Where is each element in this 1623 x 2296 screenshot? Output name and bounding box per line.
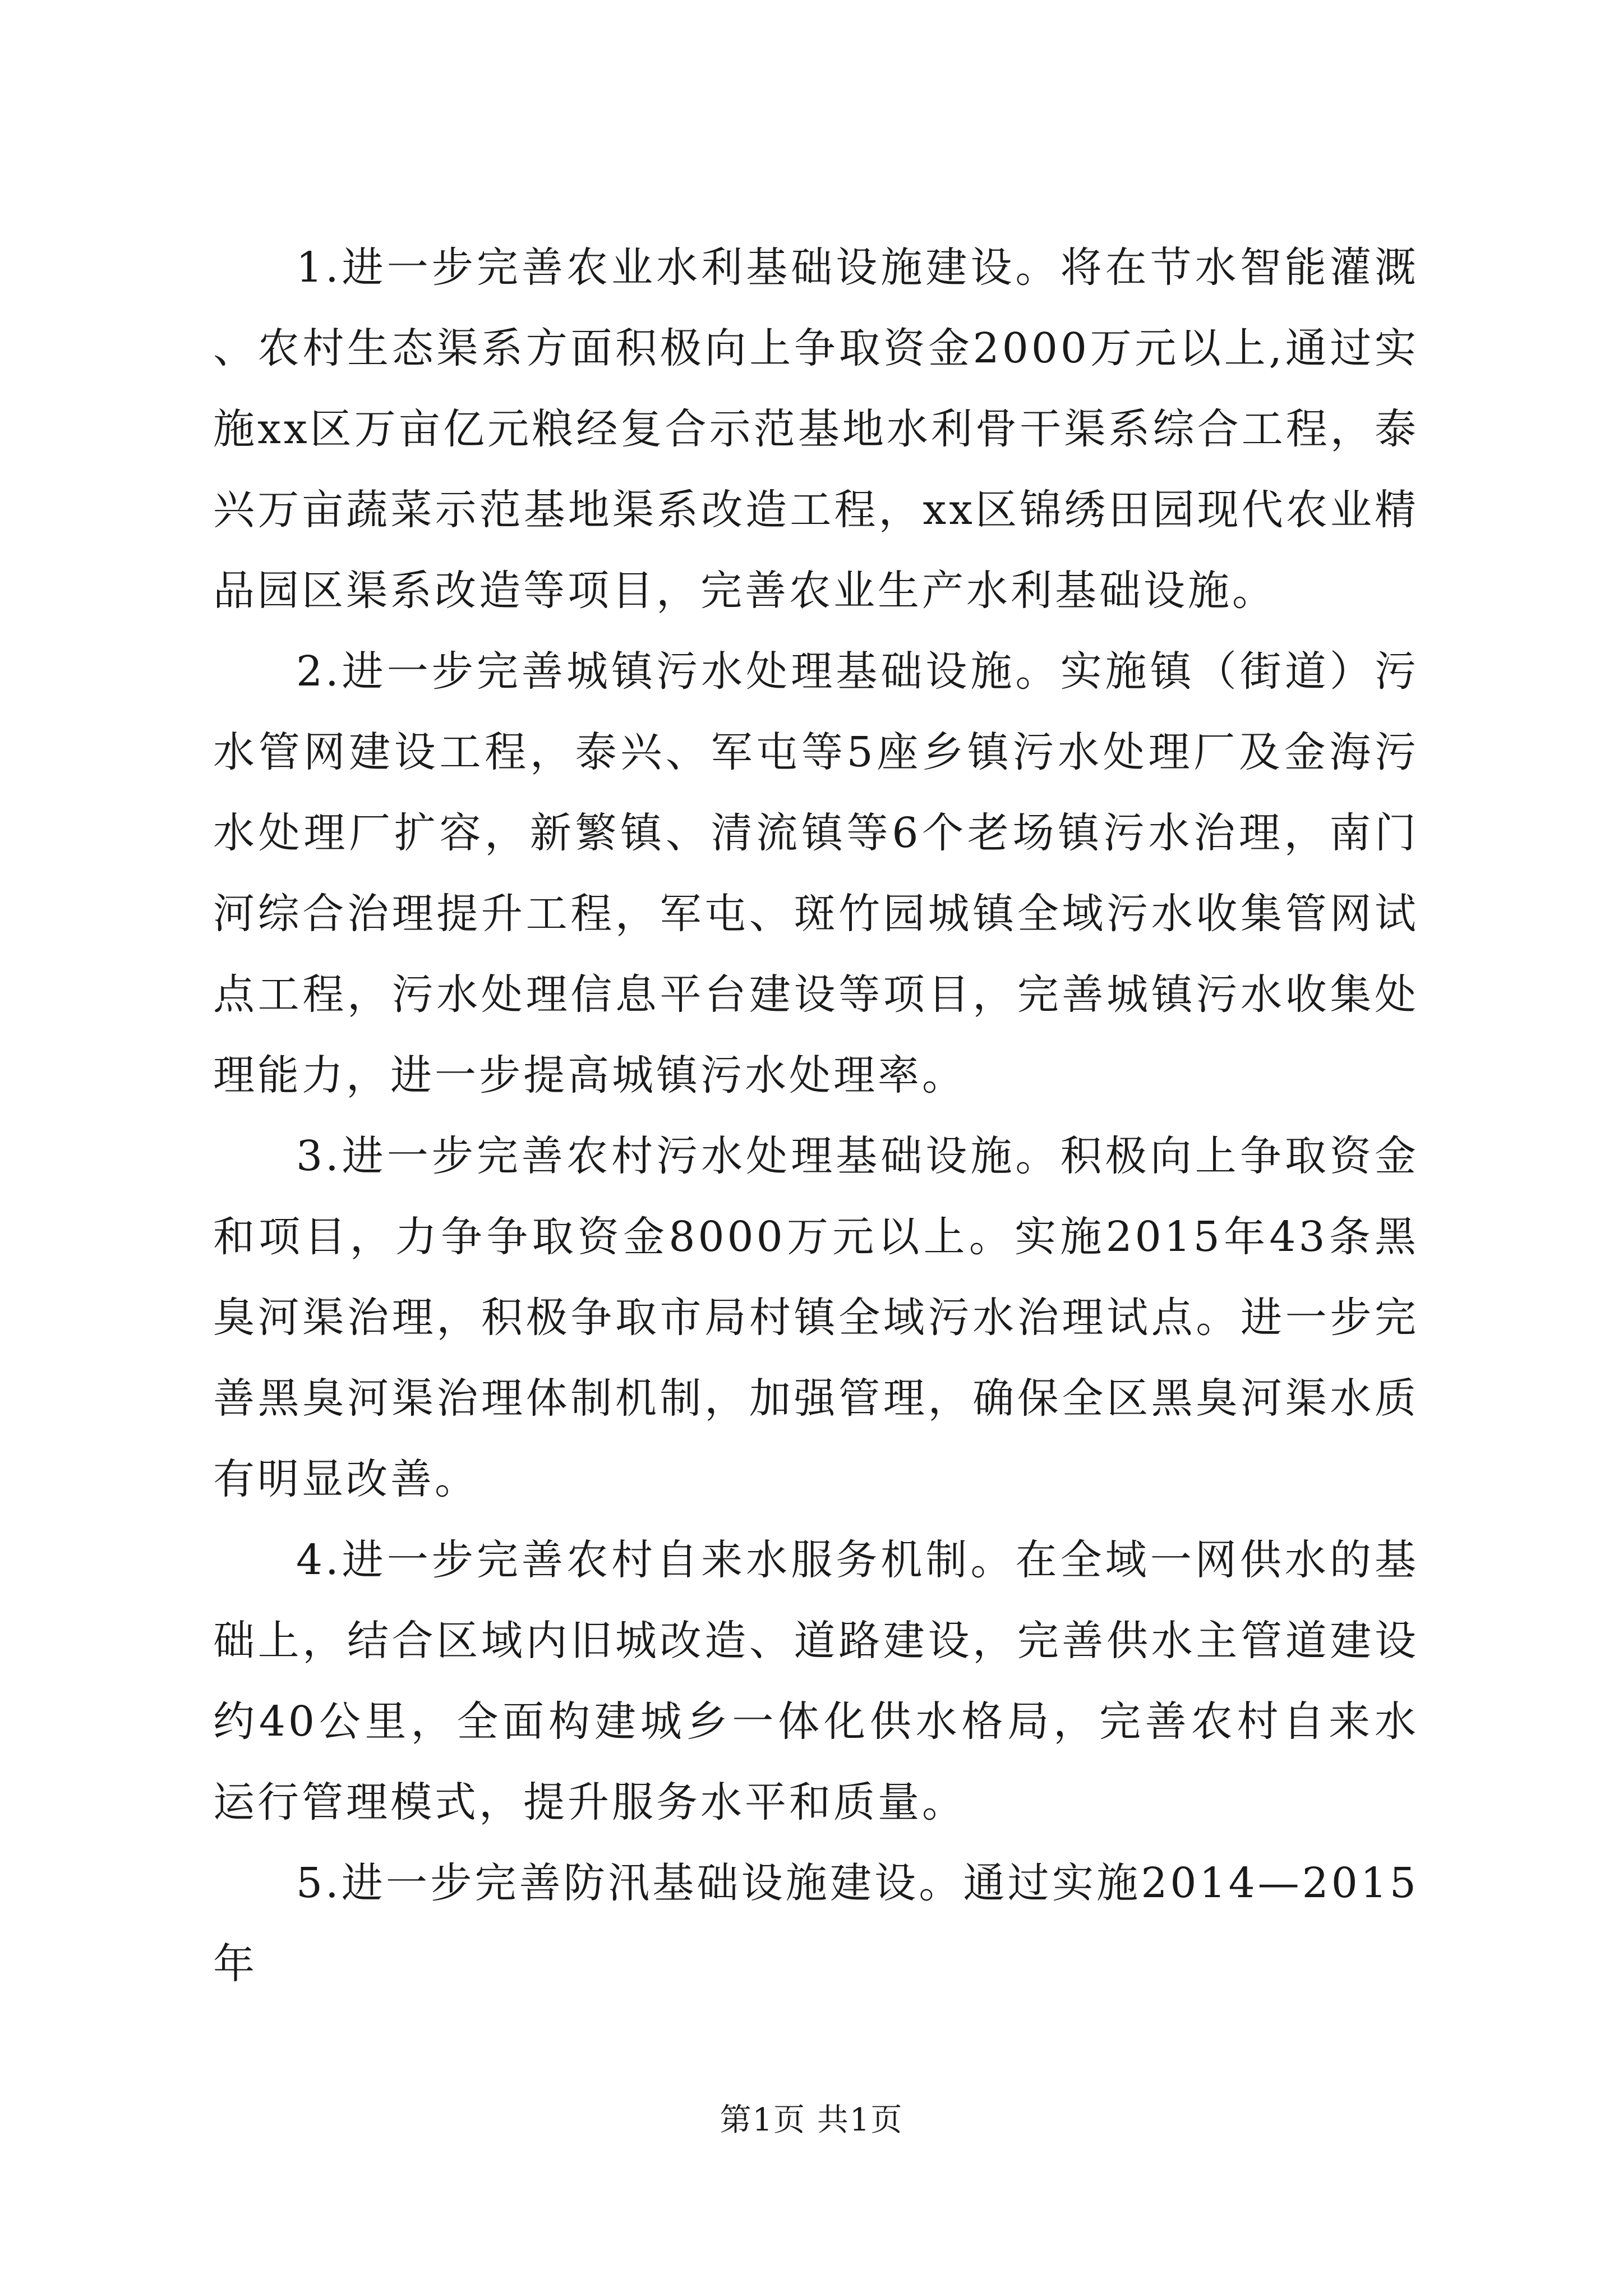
paragraph-5: 5.进一步完善防汛基础设施建设。通过实施2014—2015年 — [213, 1859, 1419, 1988]
paragraph-2: 2.进一步完善城镇污水处理基础设施。实施镇（街道）污水管网建设工程，泰兴、军屯等5座乡镇污水处理厂及金海污水处理厂扩容，新繁镇、清流镇等6个老场镇污水治理，南门河综合治理提升工程，军屯、斑竹园城镇全域污水收集管网试点工程，污水处理信息平台建设等项目，完善城镇污水收集处理能力，进一步提高城镇污水处理率。 — [213, 647, 1419, 1099]
paragraph-3: 3.进一步完善农村污水处理基础设施。积极向上争取资金和项目，力争争取资金8000万元以上。实施2015年43条黑臭河渠治理，积极争取市局村镇全域污水治理试点。进一步完善黑臭河渠治理体制机制，加强管理，确保全区黑臭河渠水质有明显改善。 — [213, 1132, 1419, 1503]
paragraph-4: 4.进一步完善农村自来水服务机制。在全域一网供水的基础上，结合区域内旧城改造、道路建设，完善供水主管道建设约40公里，全面构建城乡一体化供水格局，完善农村自来水运行管理模式，提升服务水平和质量。 — [213, 1536, 1419, 1826]
paragraph-1: 1.进一步完善农业水利基础设施建设。将在节水智能灌溉、农村生态渠系方面积极向上争取资金2000万元以上,通过实施xx区万亩亿元粮经复合示范基地水利骨干渠系综合工程，泰兴万亩蔬菜示范基地渠系改造工程，xx区锦绣田园现代农业精品园区渠系改造等项目，完善农业生产水利基础设施。 — [213, 243, 1419, 615]
document-body — [213, 227, 1419, 2004]
page-footer: 第1页 共1页 — [720, 2102, 903, 2138]
